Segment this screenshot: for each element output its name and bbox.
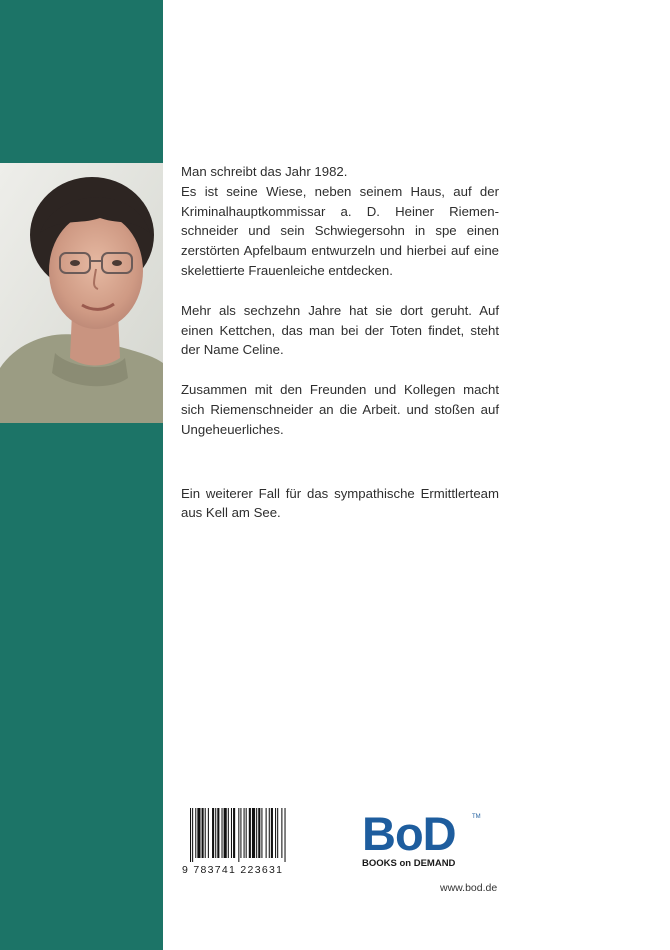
barcode-bar [275, 808, 276, 858]
barcode-bar [256, 808, 257, 858]
blurb-paragraph-1 [181, 162, 499, 281]
trademark-symbol: TM [472, 814, 481, 820]
barcode-bar [208, 808, 209, 858]
barcode-bar [197, 808, 200, 858]
barcode-bar [246, 808, 247, 858]
barcode-bar [269, 808, 270, 858]
publisher-tagline: BOOKS on DEMAND [362, 858, 456, 869]
barcode-bar [217, 808, 219, 858]
cover-color-band [0, 0, 163, 950]
barcode-bar [271, 808, 273, 858]
barcode-bar [266, 808, 267, 858]
barcode-bar [231, 808, 232, 858]
barcode-bar [228, 808, 229, 858]
author-portrait-image [0, 163, 163, 423]
barcode-bar [244, 808, 245, 858]
barcode-bar [233, 808, 235, 858]
isbn-barcode [182, 808, 330, 876]
barcode-bar [224, 808, 227, 858]
publisher-website: www.bod.de [440, 882, 498, 894]
isbn-digits: 9 783741 223631 [182, 864, 284, 876]
blurb-paragraph-1-body: Es ist seine Wiese, neben seinem Haus, auf der Kriminalhauptkommissar a. D. Heiner Riemenschneider und sein Schwiegersohn in spe einen zerstörten Apfelbaum entwurzeln und hierbei auf eine skelettierte Frauenleiche entdecken. [181, 183, 499, 278]
blurb-paragraph-3: Zusammen mit den Freunden und Kollegen macht sich Riemenschneider an die Arbeit. und stoßen auf Ungeheuerliches. [181, 382, 499, 437]
author-photo [0, 163, 163, 423]
barcode-bars [190, 808, 330, 862]
barcode-bar [192, 808, 193, 862]
barcode-bar [285, 808, 286, 862]
barcode-bar [202, 808, 204, 858]
barcode-bar [205, 808, 206, 858]
publisher-logo [362, 807, 502, 876]
blurb-opening-line: Man schreibt das Jahr 1982. [181, 164, 348, 179]
bod-logo-mark: BoD [362, 807, 456, 860]
barcode-bar [212, 808, 214, 858]
barcode-bar [281, 808, 282, 858]
barcode-bar [195, 808, 196, 858]
barcode-bar [240, 808, 241, 858]
barcode-bar [261, 808, 262, 858]
barcode-bar [215, 808, 216, 858]
back-cover-blurb [181, 162, 499, 543]
barcode-bar [238, 808, 239, 862]
barcode-bar [190, 808, 191, 862]
barcode-bar [252, 808, 255, 858]
barcode-bar [277, 808, 278, 858]
barcode-bar [222, 808, 223, 858]
barcode-bar [258, 808, 260, 858]
blurb-paragraph-2: Mehr als sechzehn Jahre hat sie dort geruht. Auf einen Kettchen, das man bei der Toten findet, steht der Name Celine. [181, 302, 499, 358]
barcode-bar [249, 808, 251, 858]
blurb-paragraph-4: Ein weiterer Fall für das sympathische Ermittlerteam aus Kell am See. [181, 485, 499, 521]
